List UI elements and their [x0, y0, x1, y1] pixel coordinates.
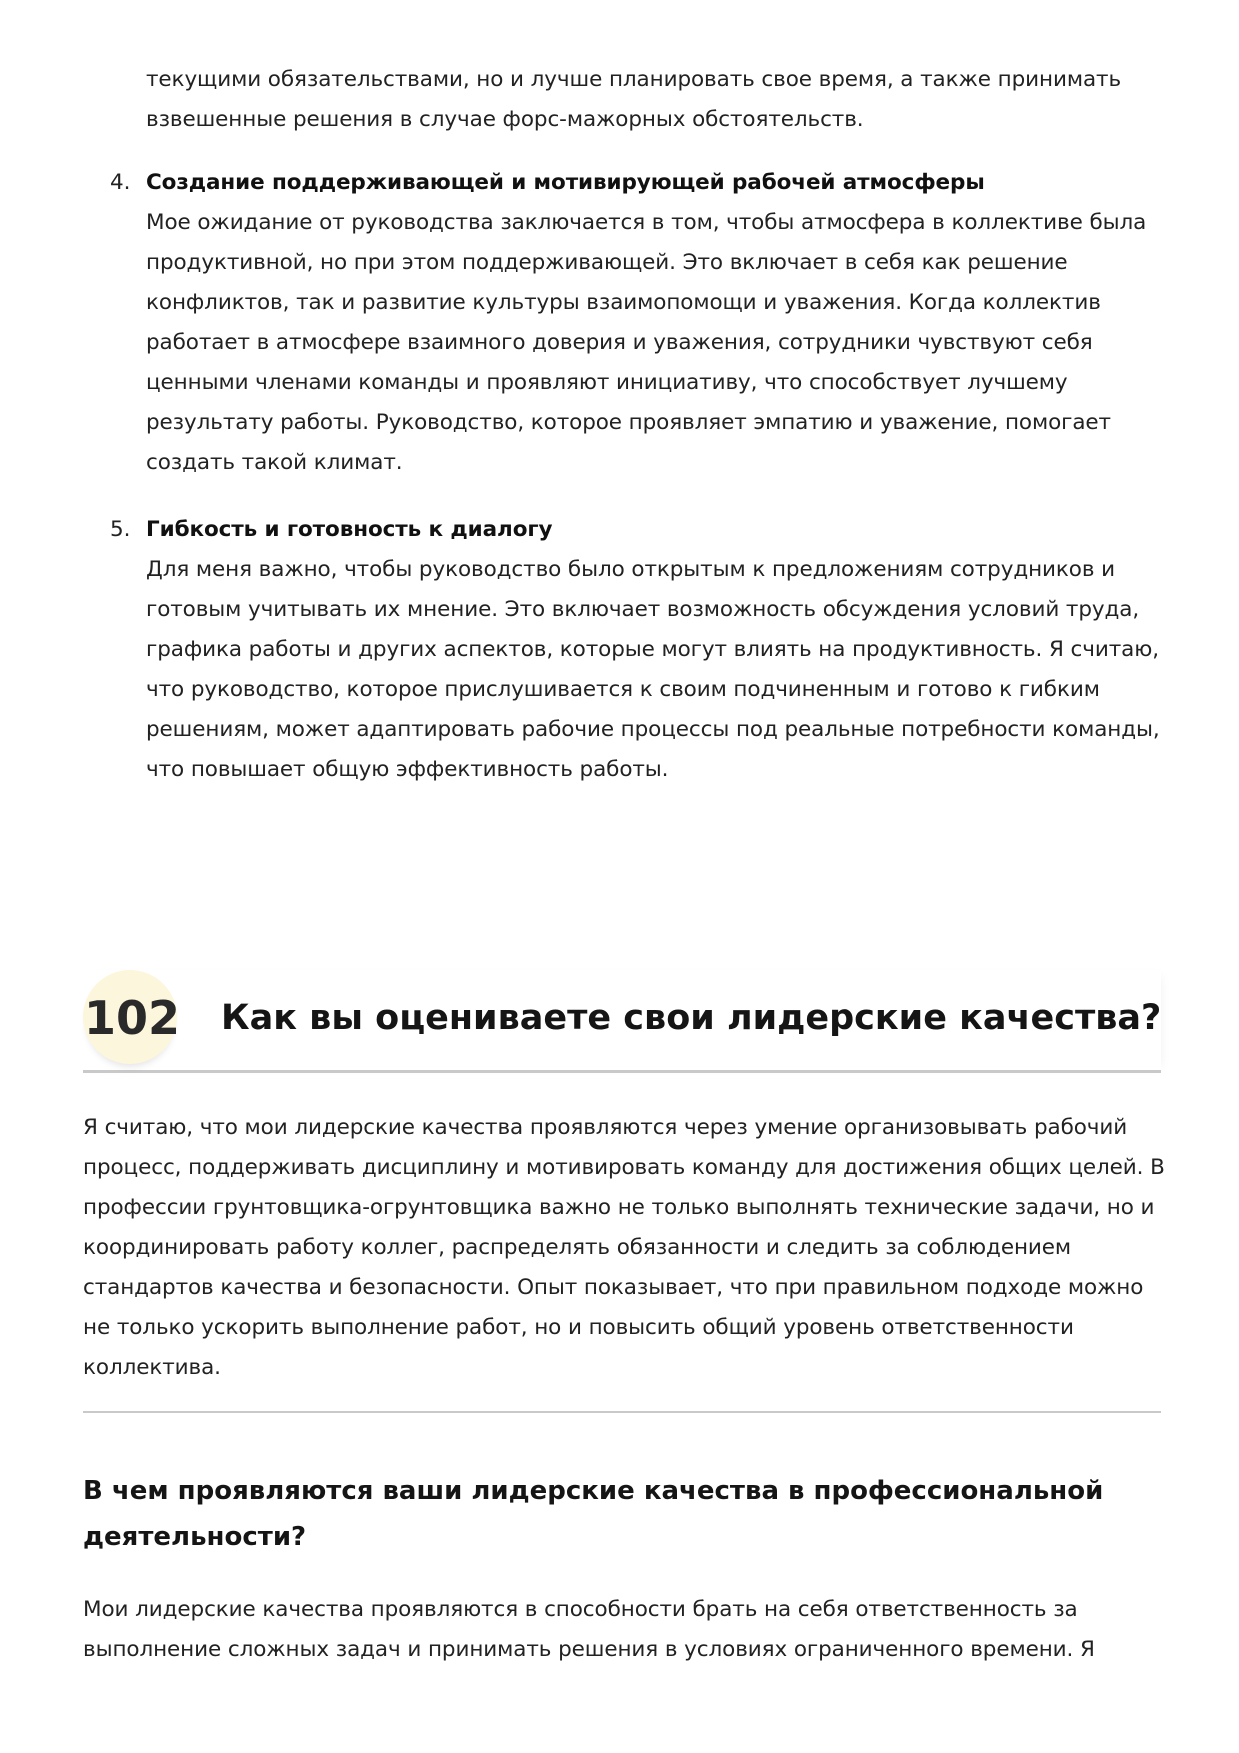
subquestion-title: В чем проявляются ваши лидерские качества в профессиональной деятельности? — [83, 1476, 1104, 1552]
list-item-body — [146, 163, 1166, 483]
subanswer-paragraph: Мои лидерские качества проявляются в способности брать на себя ответственность за выполнение сложных задач и принимать решения в условиях ограниченного времени. Я — [83, 1597, 1095, 1662]
list-item-body — [146, 510, 1166, 790]
list-item-title: Гибкость и готовность к диалогу — [146, 517, 553, 542]
list-item-text: Для меня важно, чтобы руководство было открытым к предложениям сотрудников и готовым учитывать их мнение. Это включает возможность обсуждения условий труда, графика работы и других аспектов, которые могут влиять на продуктивность. Я считаю, что руководство, которое прислушивается к своим подчиненным и готово к гибким решениям, может адаптировать рабочие процессы под реальные потребности команды, что повышает общую эффективность работы. — [146, 557, 1160, 782]
section-divider — [83, 1411, 1161, 1413]
section-title: Как вы оцениваете свои лидерские качества? — [221, 998, 1162, 1038]
answer-paragraph: Я считаю, что мои лидерские качества проявляются через умение организовывать рабочий процесс, поддерживать дисциплину и мотивировать команду для достижения общих целей. В профессии грунтовщика-огрунтовщика важно не только выполнять технические задачи, но и координировать работу коллег, распределять обязанности и следить за соблюдением стандартов качества и безопасности. Опыт показывает, что при правильном подходе можно не только ускорить выполнение работ, но и повысить общий уровень ответственности коллектива. — [83, 1115, 1165, 1380]
list-item-title: Создание поддерживающей и мотивирующей рабочей атмосферы — [146, 170, 985, 195]
section-answer — [83, 1108, 1173, 1388]
list-item-number: 5. — [110, 517, 131, 542]
question-number: 102 — [83, 991, 181, 1045]
intro-continuation — [146, 60, 1166, 140]
section-header — [83, 970, 1161, 1073]
list-item-number: 4. — [110, 170, 131, 195]
continuation-paragraph: текущими обязательствами, но и лучше планировать свое время, а также принимать взвешенные решения в случае форс-мажорных обстоятельств. — [146, 67, 1122, 132]
list-item-text: Мое ожидание от руководства заключается в том, чтобы атмосфера в коллективе была продуктивной, но при этом поддерживающей. Это включает в себя как решение конфликтов, так и развитие культуры взаимопомощи и уважения. Когда коллектив работает в атмосфере взаимного доверия и уважения, сотрудники чувствуют себя ценными членами команды и проявляют инициативу, что способствует лучшему результату работы. Руководство, которое проявляет эмпатию и уважение, помогает создать такой климат. — [146, 210, 1147, 475]
subquestion-answer — [83, 1590, 1173, 1670]
